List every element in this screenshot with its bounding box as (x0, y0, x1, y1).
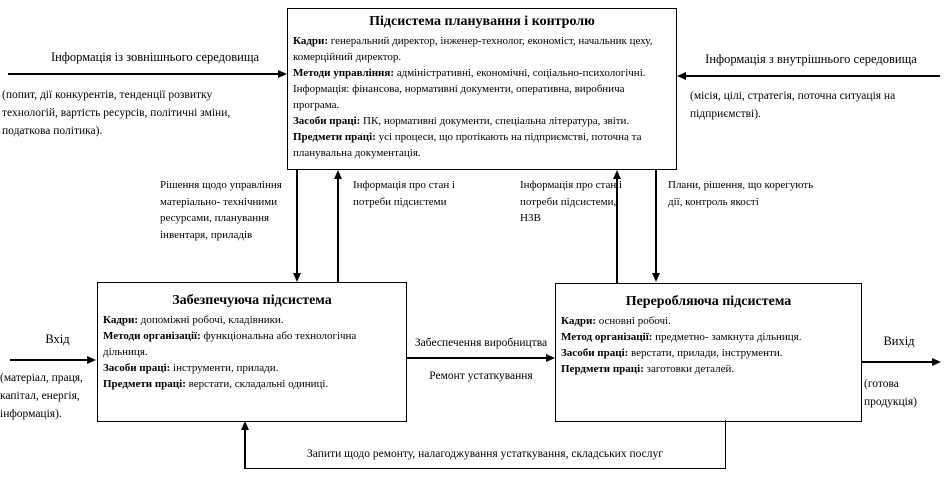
feedback-line-right (725, 420, 726, 469)
line-text: Інформація: фінансова, нормативні документи, оперативна, виробнича програма. (293, 83, 625, 111)
processing-line (561, 313, 856, 329)
line-text: генеральний директор, інженер-технолог, економіст, начальник цеху, комерційний директор. (293, 35, 653, 63)
supporting-subsystem-box (97, 282, 407, 422)
arrowhead-down-icon (652, 273, 660, 282)
state-info-left-arrow-line (337, 179, 339, 282)
line-text: ПК, нормативні документи, спеціальна література, звіти. (360, 115, 630, 127)
external-info-arrow-line (8, 73, 279, 75)
line-lead: Засоби праці: (561, 347, 629, 359)
line-text: основні робочі. (596, 315, 671, 327)
plans-label: Плани, рішення, що корегують дії, контроль якості (668, 179, 814, 208)
line-text: заготовки деталей. (643, 363, 735, 375)
external-info-detail: (попит, дії конкурентів, тенденції розвитку технологій, вартість ресурсів, політичні зміни, податкова політика). (2, 89, 231, 137)
input-label: Вхід (45, 332, 70, 346)
external-info-label: Інформація із зовнішнього середовища (50, 50, 260, 64)
line-lead: Кадри: (293, 35, 329, 47)
planning-box-title: Підсистема планування і контролю (369, 14, 595, 29)
line-text: предметно- замкнута дільниця. (652, 331, 802, 343)
line-lead: Засоби праці: (293, 115, 361, 127)
planning-line (293, 33, 671, 65)
line-text: допоміжні робочі, кладівники. (138, 314, 284, 326)
input-arrow-line (10, 359, 88, 361)
processing-box-title: Переробляюча підсистема (625, 294, 792, 309)
output-label: Вихід (883, 334, 915, 348)
decisions-label: Рішення щодо управління матеріально- технічними ресурсами, планування інвентаря, приладів (160, 179, 282, 241)
line-text: усі процеси, що протікають на підприємстві, поточна та планувальна документація. (293, 131, 642, 159)
line-text: адміністративні, економічні, соціально-психологічні. (393, 67, 646, 79)
state-info-left-label: Інформація про стан і потреби підсистеми (353, 179, 456, 208)
line-text: інструменти, прилади. (170, 362, 279, 374)
processing-subsystem-box (555, 283, 862, 422)
internal-info-arrow-line (686, 75, 940, 77)
supporting-line (103, 328, 401, 360)
plans-arrow-line (655, 170, 657, 274)
internal-info-label: Інформація з внутрішнього середовища (705, 52, 917, 66)
internal-info-detail: (місія, цілі, стратегія, поточна ситуація на підприємстві). (690, 90, 896, 120)
supporting-line (103, 312, 401, 328)
line-lead: Методи управління: (293, 67, 394, 79)
line-lead: Кадри: (103, 314, 139, 326)
processing-line (561, 329, 856, 345)
planning-subsystem-box (287, 8, 677, 170)
supporting-line (103, 376, 401, 392)
arrowhead-right-icon (932, 358, 941, 366)
arrowhead-right-icon (278, 70, 287, 78)
planning-line (293, 129, 671, 161)
line-text: функціональна або технологічна дільниця. (103, 330, 357, 358)
repair-label: Ремонт устаткування (429, 370, 533, 382)
processing-line (561, 345, 856, 361)
provision-label: Забеспечення виробництва (414, 337, 548, 349)
line-lead: Предмети праці: (103, 378, 186, 390)
arrowhead-right-icon (546, 354, 555, 362)
line-lead: Метод організації: (561, 331, 653, 343)
arrowhead-right-icon (87, 356, 96, 364)
feedback-line-left (244, 430, 246, 469)
planning-line (293, 65, 671, 81)
arrowhead-down-icon (293, 273, 301, 282)
line-text: верстати, складальні одиниці. (185, 378, 329, 390)
line-lead: Пердмети праці: (561, 363, 644, 375)
supporting-box-title: Забезпечуюча підсистема (172, 293, 332, 308)
processing-line (561, 361, 856, 377)
feedback-label: Запити щодо ремонту, налагоджування устаткування, складських послуг (307, 448, 663, 460)
supporting-line (103, 360, 401, 376)
planning-line (293, 81, 671, 113)
arrowhead-left-icon (677, 72, 686, 80)
planning-line (293, 113, 671, 129)
input-detail: (матеріал, праця, капітал, енергія, інформація). (0, 372, 83, 420)
line-lead: Кадри: (561, 315, 597, 327)
feedback-line-bottom (244, 468, 726, 469)
line-lead: Методи організації: (103, 330, 201, 342)
line-lead: Предмети праці: (293, 131, 376, 143)
output-detail: (готова продукція) (864, 378, 917, 408)
arrowhead-up-icon (241, 421, 249, 430)
line-text: верстати, прилади, інструменти. (628, 347, 783, 359)
arrowhead-up-icon (334, 170, 342, 179)
output-arrow-line (862, 361, 933, 363)
line-lead: Засоби праці: (103, 362, 171, 374)
provision-arrow-line (407, 357, 546, 359)
state-info-right-label: Інформація про стан і потреби підсистеми, НЗВ (520, 179, 623, 224)
